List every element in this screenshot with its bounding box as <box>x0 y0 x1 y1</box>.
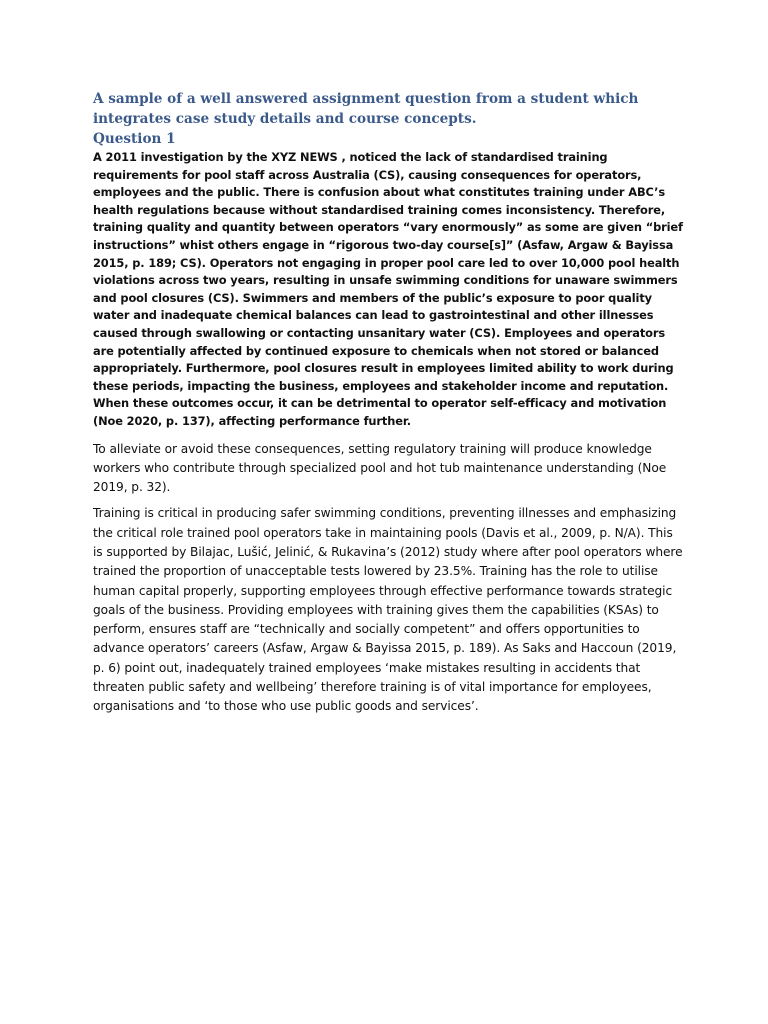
heading-line-1: A sample of a well answered assignment question from a student which <box>93 91 639 107</box>
paragraph-1: A 2011 investigation by the XYZ NEWS , noticed the lack of standardised training requirements for pool staff across Australia (CS), causing consequences for operators, employees and the public. There is confusion about what constitutes training under ABC’s health regulations because without standardised training comes inconsistency. Therefore, training quality and quantity between operators “vary enormously” as some are given “brief instructions” whist others engage in “rigorous two-day course[s]” (Asfaw, Argaw & Bayissa 2015, p. 189; CS). Operators not engaging in proper pool care led to over 10,000 pool health violations across two years, resulting in unsafe swimming conditions for unaware swimmers and pool closures (CS). Swimmers and members of the public’s exposure to poor quality water and inadequate chemical balances can lead to gastrointestinal and other illnesses caused through swallowing or contacting unsanitary water (CS). Employees and operators are potentially affected by continued exposure to chemicals when not stored or balanced appropriately. Furthermore, pool closures result in employees limited ability to work during these periods, impacting the business, employees and stakeholder income and reputation. When these outcomes occur, it can be detrimental to operator self-efficacy and motivation (Noe 2020, p. 137), affecting performance further. <box>93 150 683 428</box>
document-heading <box>93 90 683 129</box>
paragraph-3: Training is critical in producing safer swimming conditions, preventing illnesses and emphasizing the critical role trained pool operators take in maintaining pools (Davis et al., 2009, p. N/A). This is supported by Bilajac, Lušić, Jelinić, & Rukavina’s (2012) study where after pool operators where trained the proportion of unacceptable tests lowered by 23.5%. Training has the role to utilise human capital properly, supporting employees through effective performance towards strategic goals of the business. Providing employees with training gives them the capabilities (KSAs) to perform, ensures staff are “technically and socially competent” and offers opportunities to advance operators’ careers (Asfaw, Argaw & Bayissa 2015, p. 189). As Saks and Haccoun (2019, p. 6) point out, inadequately trained employees ‘make mistakes resulting in accidents that threaten public safety and wellbeing’ therefore training is of vital importance for employees, organisations and ‘to those who use public goods and services’. <box>93 506 683 714</box>
question-title: Question 1 <box>93 131 176 147</box>
heading-line-2: integrates case study details and course concepts. <box>93 110 477 127</box>
paragraph-2: To alleviate or avoid these consequences, setting regulatory training will produce knowledge workers who contribute through specialized pool and hot tub maintenance understanding (Noe 2019, p. 32). <box>93 441 667 495</box>
document-body <box>93 90 683 717</box>
